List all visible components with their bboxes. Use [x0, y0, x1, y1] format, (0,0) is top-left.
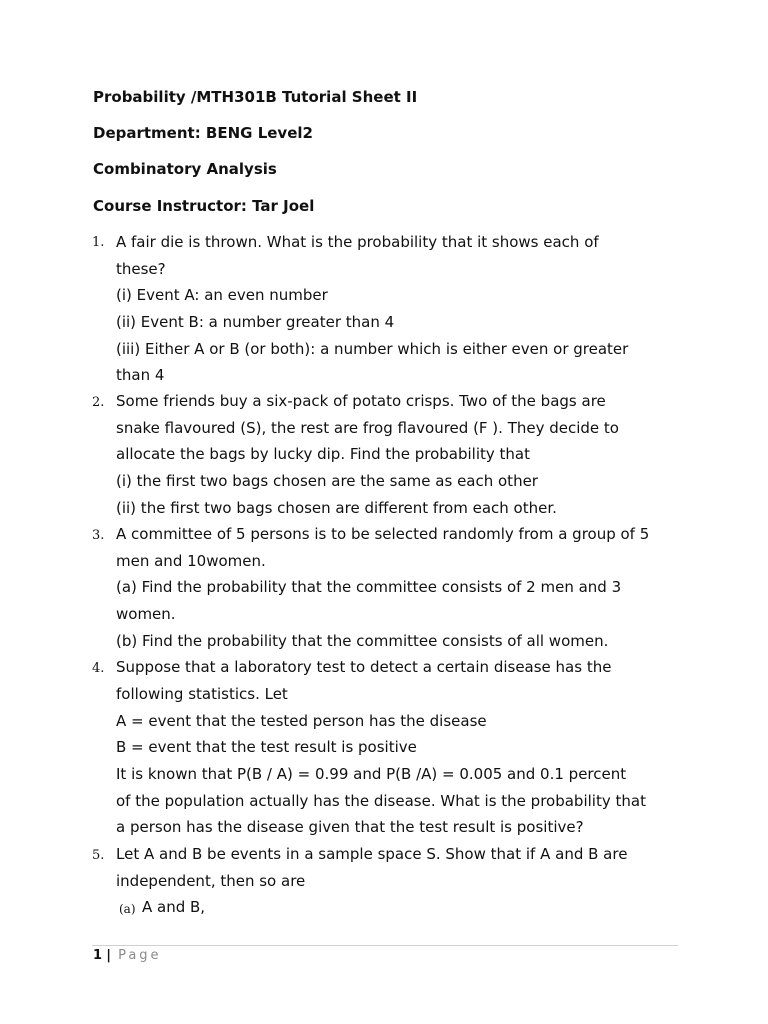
question-line: men and 10women. [116, 552, 266, 570]
question-number: 2. [92, 395, 105, 410]
question-line: Let A and B be events in a sample space S. Show that if A and B are [116, 845, 628, 863]
question-line: B = event that the test result is positive [116, 738, 417, 756]
question-line: of the population actually has the disease. What is the probability that [116, 792, 646, 810]
question-line: (iii) Either A or B (or both): a number which is either even or greater [116, 340, 629, 358]
department-line: Department: BENG Level2 [93, 124, 313, 142]
page-number: 1 [93, 948, 103, 963]
question-line: Suppose that a laboratory test to detect a certain disease has the [116, 658, 612, 676]
question-line: (a) Find the probability that the committee consists of 2 men and 3 [116, 578, 622, 596]
question-line: A fair die is thrown. What is the probability that it shows each of [116, 233, 599, 251]
page-word: Page [118, 948, 162, 963]
question-line: (ii) Event B: a number greater than 4 [116, 313, 395, 331]
question-line: allocate the bags by lucky dip. Find the probability that [116, 445, 531, 463]
subpart-label: (a) [119, 902, 136, 916]
question-line: A committee of 5 persons is to be selected randomly from a group of 5 [116, 525, 650, 543]
instructor-line: Course Instructor: Tar Joel [93, 197, 315, 215]
topic-line: Combinatory Analysis [93, 160, 277, 178]
question-line: these? [116, 260, 166, 278]
question-number: 3. [92, 528, 105, 543]
question-number: 4. [92, 661, 105, 676]
page-separator: | [106, 948, 111, 963]
question-line: women. [116, 605, 176, 623]
question-line: than 4 [116, 366, 165, 384]
question-line: following statistics. Let [116, 685, 288, 703]
question-line: (ii) the first two bags chosen are different from each other. [116, 499, 557, 517]
question-line: Some friends buy a six-pack of potato crisps. Two of the bags are [116, 392, 606, 410]
question-line: (i) Event A: an even number [116, 286, 328, 304]
sheet-title: Probability /MTH301B Tutorial Sheet II [93, 88, 418, 106]
footer-divider [92, 945, 678, 946]
question-line: snake flavoured (S), the rest are frog flavoured (F ). They decide to [116, 419, 619, 437]
question-line: (i) the first two bags chosen are the same as each other [116, 472, 538, 490]
subpart-text: A and B, [142, 898, 206, 916]
question-line: (b) Find the probability that the committee consists of all women. [116, 632, 609, 650]
question-line: independent, then so are [116, 872, 306, 890]
page-footer [93, 948, 162, 963]
question-number: 1. [92, 235, 105, 250]
question-line: a person has the disease given that the test result is positive? [116, 818, 584, 836]
question-line: It is known that P(B / A) = 0.99 and P(B /A) = 0.005 and 0.1 percent [116, 765, 627, 783]
question-line: A = event that the tested person has the disease [116, 712, 487, 730]
question-number: 5. [92, 848, 105, 863]
